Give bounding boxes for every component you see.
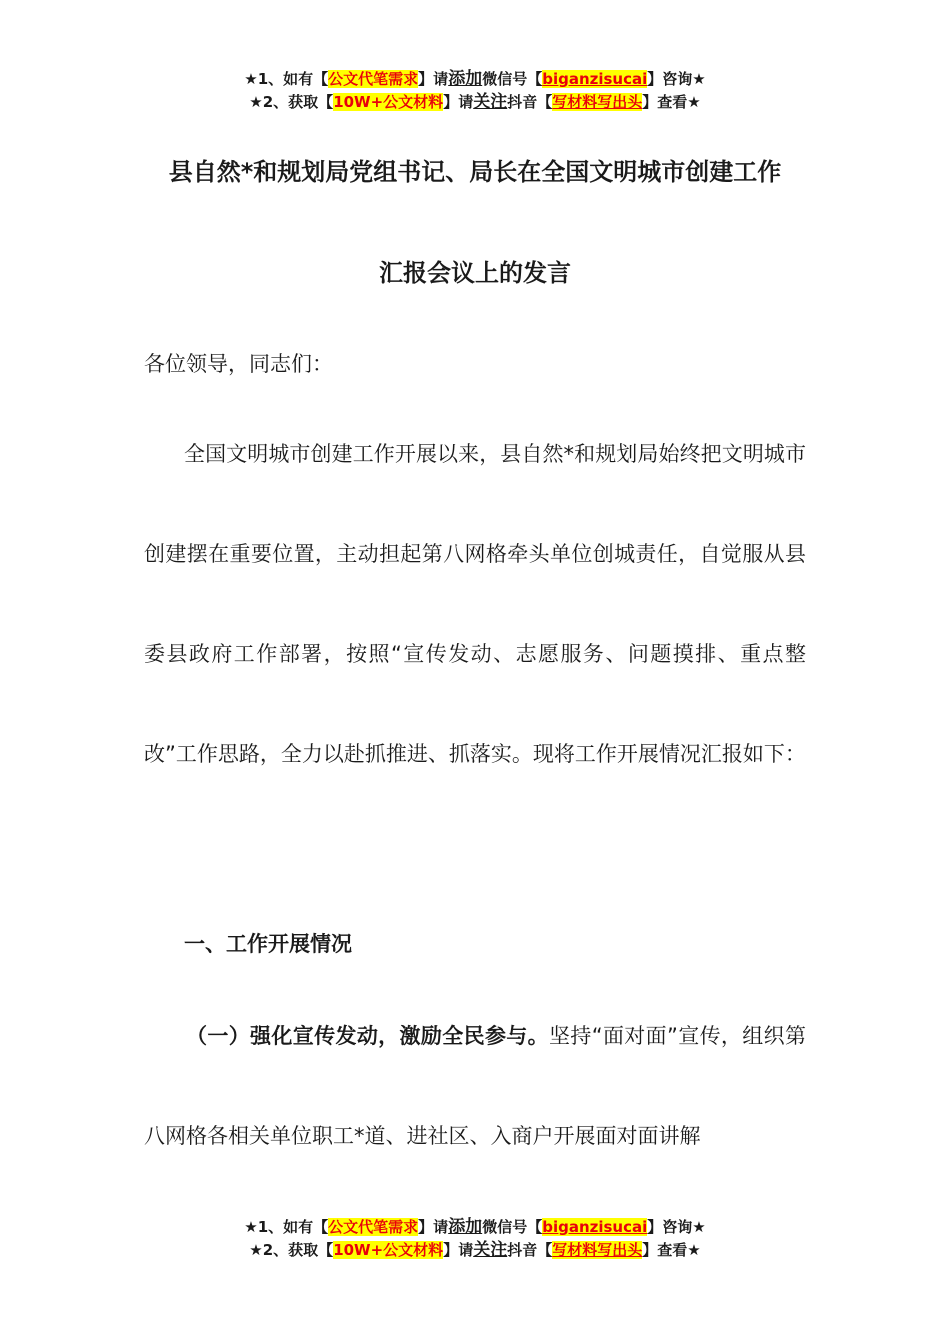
promo-line-2	[0, 1239, 950, 1262]
promo-underlined: 关注	[473, 92, 508, 112]
promo-text: ★2、获取【	[249, 93, 334, 111]
promo-line-2	[0, 91, 950, 114]
salutation: 各位领导，同志们：	[144, 352, 333, 376]
document-title-line-1: 县自然*和规划局党组书记、局长在全国文明城市创建工作	[168, 158, 782, 186]
promo-text: ★1、如有【	[244, 70, 329, 88]
section-lead: （一）强化宣传发动，激励全民参与。	[186, 1024, 549, 1048]
promo-text: 微信号【	[482, 1218, 543, 1236]
promo-text: 】咨询★	[647, 1218, 706, 1236]
promo-underlined: 添加	[448, 69, 483, 89]
promo-banner-bottom	[0, 1216, 950, 1262]
promo-text: 】请	[443, 1241, 474, 1259]
wechat-id-link[interactable]: biganzisucai	[542, 1218, 648, 1236]
intro-paragraph: 全国文明城市创建工作开展以来，县自然*和规划局始终把文明城市创建摆在重要位置，主动担起第八网格牵头单位创城责任，自觉服从县委县政府工作部署，按照“宣传发动、志愿服务、问题摸排、重点整改”工作思路，全力以赴抓推进、抓落实。现将工作开展情况汇报如下：	[144, 442, 806, 766]
promo-text: ★2、获取【	[249, 1241, 334, 1259]
promo-text: 抖音【	[507, 93, 553, 111]
promo-text: 】查看★	[642, 93, 701, 111]
promo-line-1	[0, 1216, 950, 1239]
promo-text: ★1、如有【	[244, 1218, 329, 1236]
promo-underlined: 关注	[473, 1240, 508, 1260]
promo-line-1	[0, 68, 950, 91]
promo-text: 】请	[418, 1218, 449, 1236]
promo-highlight: 公文代笔需求	[328, 70, 419, 88]
section-heading: 一、工作开展情况	[184, 932, 352, 956]
promo-text: 抖音【	[507, 1241, 553, 1259]
promo-highlight: 公文代笔需求	[328, 1218, 419, 1236]
wechat-id-link[interactable]: biganzisucai	[542, 70, 648, 88]
promo-underlined: 添加	[448, 1217, 483, 1237]
section-body: 坚持“面对面”宣传，组织第八网格各相关单位职工*道、进社区、入商户开展面对面讲解	[144, 1024, 806, 1148]
douyin-account-link[interactable]: 写材料写出头	[552, 93, 643, 111]
promo-banner-top	[0, 68, 950, 114]
promo-text: 】请	[418, 70, 449, 88]
promo-text: 】请	[443, 93, 474, 111]
document-title-line-2: 汇报会议上的发言	[379, 259, 571, 287]
douyin-account-link[interactable]: 写材料写出头	[552, 1241, 643, 1259]
promo-text: 】查看★	[642, 1241, 701, 1259]
promo-text: 微信号【	[482, 70, 543, 88]
promo-text: 】咨询★	[647, 70, 706, 88]
promo-highlight: 10W+公文材料	[333, 1241, 444, 1259]
promo-highlight: 10W+公文材料	[333, 93, 444, 111]
section-paragraph	[144, 986, 806, 1186]
